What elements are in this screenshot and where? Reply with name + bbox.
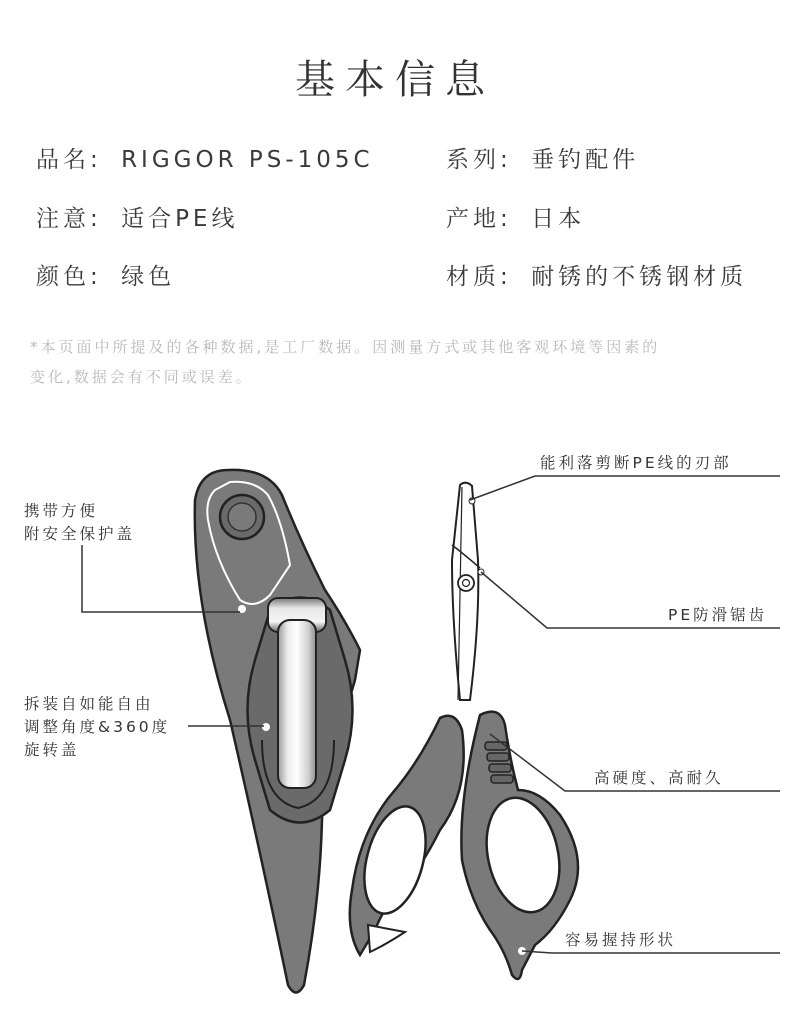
callout-portable-cover [24,500,135,546]
callout-line: 拆装自如能自由 [24,695,154,713]
scissors [350,483,578,979]
color-label: 颜色: [36,264,102,290]
note-label: 注意: [36,206,102,232]
note-value: 适合PE线 [121,206,239,232]
material-value: 耐锈的不锈钢材质 [531,264,748,290]
callout-line: 调整角度&360度 [24,718,171,736]
callout-durability [594,767,724,790]
callout-serration [668,604,767,627]
material-label: 材质: [446,264,512,290]
disclaimer-line-1: *本页面中所提及的各种数据,是工厂数据。因测量方式或其他客观环境等因素的 [30,338,661,356]
series-label: 系列: [446,147,512,173]
series-value: 垂钓配件 [531,147,640,173]
callout-line: 高硬度、高耐久 [594,769,724,787]
callout-grip [565,929,676,952]
callout-line: 容易握持形状 [565,931,677,949]
callout-lines [82,476,780,953]
callout-line: 能利落剪断PE线的刃部 [540,454,732,472]
callout-line: 携带方便 [24,502,99,520]
callout-blade [540,452,732,475]
page-title: 基本信息 [295,57,495,103]
callout-dot [262,723,270,731]
origin-value: 日本 [531,206,586,232]
disclaimer-line-2: 变化,数据会有不同或误差。 [30,368,254,386]
color-value: 绿色 [121,264,176,290]
callout-line: 旋转盖 [24,741,80,759]
product-name-value: RIGGOR PS-105C [121,147,374,173]
product-name-label: 品名: [36,147,102,173]
callout-line: PE防滑锯齿 [668,606,768,624]
origin-label: 产地: [446,206,512,232]
callout-line: 附安全保护盖 [24,525,136,543]
callout-rotating-cover [24,693,170,762]
safety-cover [195,470,360,993]
